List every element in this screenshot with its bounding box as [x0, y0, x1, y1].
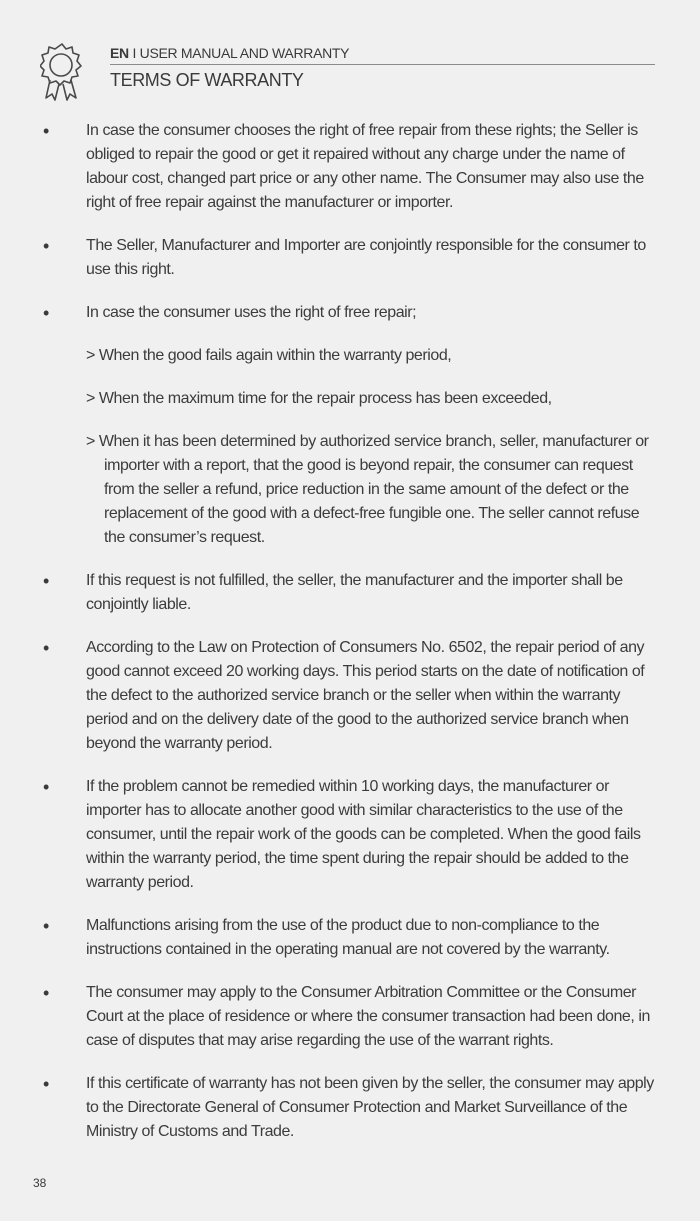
- language-code: EN: [110, 45, 129, 61]
- bullet: •: [43, 236, 49, 256]
- list-item: [43, 301, 660, 325]
- list-item-text: According to the Law on Protection of Consumers No. 6502, the repair period of any good cannot exceed 20 working days. This period starts on the date of notification of the defect to the authorized service branch or the seller when within the warranty period and on the delivery date of the good to the authorized service branch when beyond the warranty period.: [86, 639, 645, 752]
- list-item-text: The Seller, Manufacturer and Importer are conjointly responsible for the consumer to use this right.: [86, 237, 646, 278]
- bullet: •: [43, 571, 49, 591]
- bullet: •: [43, 638, 49, 658]
- header-divider: [110, 64, 655, 65]
- page-number: 38: [33, 1176, 47, 1190]
- bullet: •: [43, 121, 49, 141]
- bullet: •: [43, 777, 49, 797]
- list-item: [43, 981, 660, 1053]
- header-separator: I: [128, 45, 140, 61]
- sub-item: > When the good fails again within the warranty period,: [86, 347, 452, 364]
- sub-item: > When the maximum time for the repair process has been exceeded,: [86, 390, 552, 407]
- list-item-text: If this request is not fulfilled, the seller, the manufacturer and the importer shall be conjointly liable.: [86, 572, 623, 613]
- sub-item: > When it has been determined by authorized service branch, seller, manufacturer or importer with a report, that the good is beyond repair, the consumer can request from the seller a refund, price reduction in the same amount of the defect or the replacement of the good with a defect-free fungible one. The seller cannot refuse the consumer’s request.: [86, 433, 649, 546]
- list-item-text: If this certificate of warranty has not been given by the seller, the consumer may apply to the Directorate General of Consumer Protection and Market Surveillance of the Ministry of Customs and Trade.: [86, 1075, 654, 1140]
- bullet: •: [43, 916, 49, 936]
- list-item: [43, 234, 660, 282]
- header-section: USER MANUAL AND WARRANTY: [139, 45, 350, 61]
- list-item: [43, 1072, 660, 1144]
- list-item-text: In case the consumer chooses the right of free repair from these rights; the Seller is obliged to repair the good or get it repaired without any charge under the name of labour cost, changed part price or any other name. The Consumer may also use the right of free repair against the manufacturer or importer.: [86, 122, 644, 211]
- list-item-text: In case the consumer uses the right of free repair;: [86, 304, 417, 321]
- list-item: [43, 914, 660, 962]
- header-section-line: [110, 44, 655, 64]
- warranty-terms: [0, 119, 700, 1163]
- page-header: [110, 44, 655, 91]
- list-item-text: The consumer may apply to the Consumer Arbitration Committee or the Consumer Court at the place of residence or where the consumer transaction had been done, in case of disputes that may arise regarding the use of the warrant rights.: [86, 984, 650, 1049]
- award-ribbon-icon: [40, 42, 84, 102]
- list-item: [43, 636, 660, 756]
- page-title: TERMS OF WARRANTY: [110, 70, 304, 90]
- list-item-text: Malfunctions arising from the use of the product due to non-compliance to the instructions contained in the operating manual are not covered by the warranty.: [86, 917, 610, 958]
- bullet: •: [43, 983, 49, 1003]
- list-item: [43, 569, 660, 617]
- bullet: •: [43, 1074, 49, 1094]
- list-item: [43, 119, 660, 215]
- list-item-text: If the problem cannot be remedied within 10 working days, the manufacturer or importer has to allocate another good with similar characteristics to the use of the consumer, until the repair work of the goods can be completed. When the good fails within the warranty period, the time spent during the repair should be added to the warranty period.: [86, 778, 641, 891]
- bullet: •: [43, 303, 49, 323]
- list-item: [43, 775, 660, 895]
